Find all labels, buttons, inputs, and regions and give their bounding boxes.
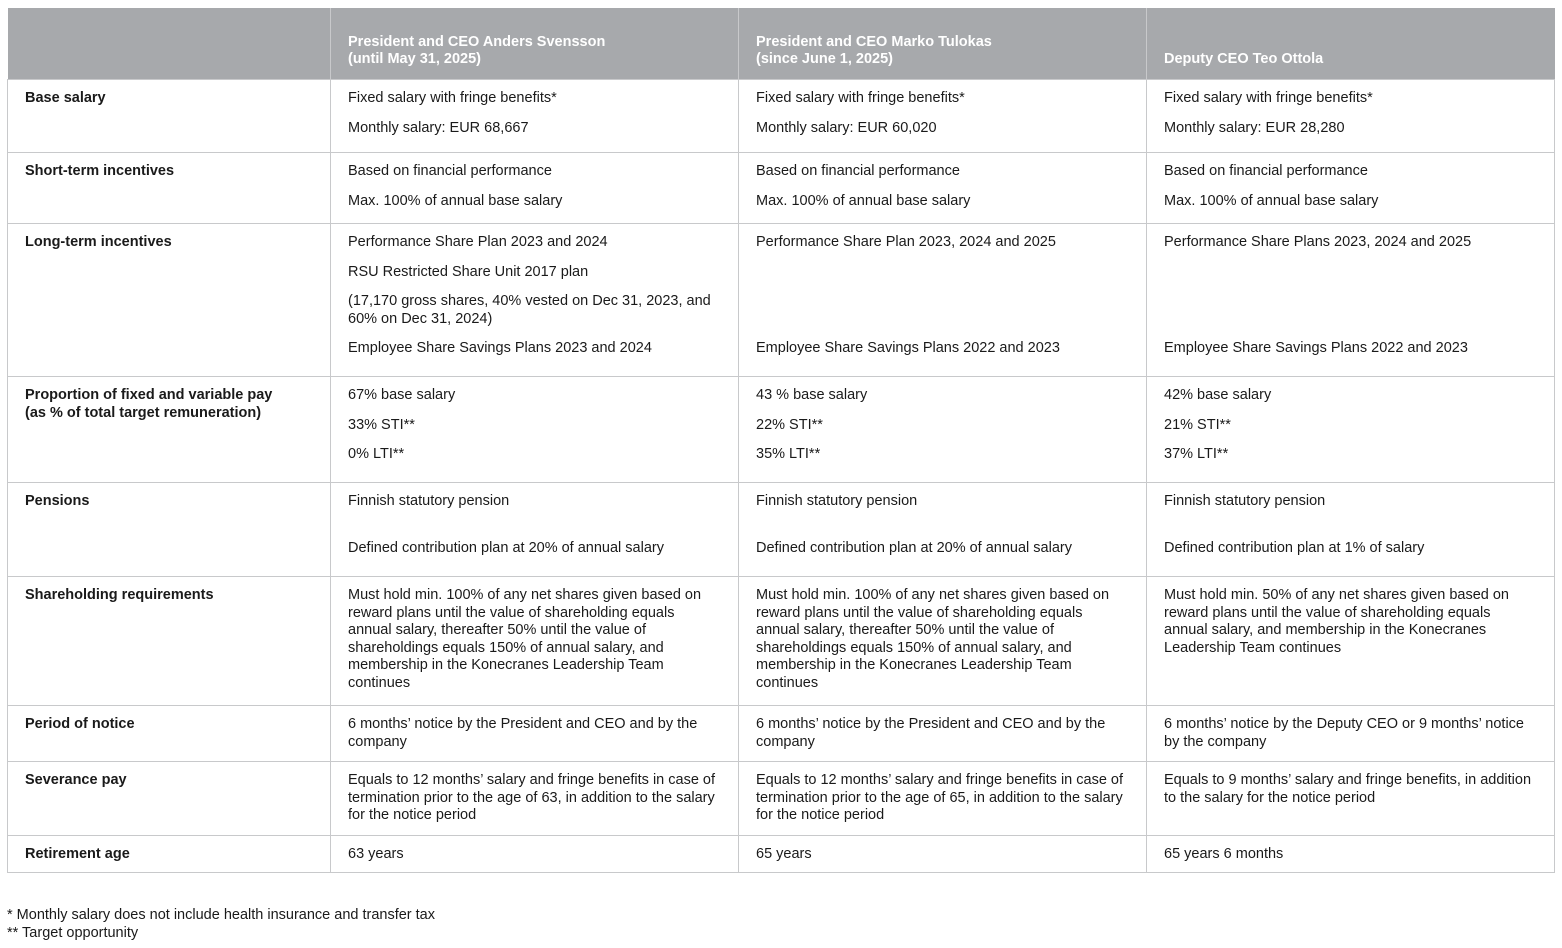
- cell-text: Finnish statutory pension: [1164, 493, 1326, 509]
- cell-svensson: [331, 80, 739, 153]
- header-line: President and CEO Marko Tulokas: [756, 34, 992, 50]
- cell-text: RSU Restricted Share Unit 2017 plan: [348, 263, 589, 280]
- row-label-text: Retirement age: [25, 846, 130, 862]
- cell-svensson: [331, 836, 739, 873]
- cell-text: Defined contribution plan at 20% of annual salary: [756, 539, 1072, 556]
- cell-text: Performance Share Plan 2023, 2024 and 2025: [756, 234, 1056, 250]
- cell-svensson: [331, 224, 739, 377]
- cell-text: Employee Share Savings Plans 2022 and 2023: [1164, 339, 1468, 356]
- cell-tulokas: [739, 836, 1147, 873]
- cell-svensson: [331, 153, 739, 224]
- footnotes: [7, 907, 435, 942]
- cell-tulokas: [739, 483, 1147, 577]
- cell-tulokas: [739, 762, 1147, 836]
- cell-text: 6 months’ notice by the President and CEO and by the company: [348, 716, 698, 750]
- table-row-long-term-incentives: [8, 224, 1555, 377]
- cell-text: Equals to 12 months’ salary and fringe benefits in case of termination prior to the age of 65, in addition to the salary for the notice period: [756, 772, 1124, 823]
- row-label: [8, 377, 331, 483]
- row-label: [8, 577, 331, 706]
- cell-text: Defined contribution plan at 1% of salary: [1164, 539, 1425, 556]
- cell-tulokas: [739, 80, 1147, 153]
- row-label-text: Period of notice: [25, 716, 135, 732]
- table-row-base-salary: [8, 80, 1555, 153]
- cell-text: Defined contribution plan at 20% of annual salary: [348, 539, 664, 556]
- table-row-retirement-age: [8, 836, 1555, 873]
- table-row-period-of-notice: [8, 706, 1555, 762]
- row-label: [8, 706, 331, 762]
- cell-ottola: [1147, 483, 1555, 577]
- cell-ottola: [1147, 577, 1555, 706]
- cell-text: Equals to 12 months’ salary and fringe benefits in case of termination prior to the age of 63, in addition to the salary for the notice period: [348, 772, 716, 823]
- footnote-monthly-salary: * Monthly salary does not include health insurance and transfer tax: [7, 907, 435, 923]
- table-row-shareholding-requirements: [8, 577, 1555, 706]
- cell-text: Fixed salary with fringe benefits*: [1164, 90, 1373, 106]
- cell-text: Monthly salary: EUR 68,667: [348, 119, 529, 136]
- header-col-tulokas: [739, 8, 1147, 80]
- cell-text: Based on financial performance: [756, 163, 960, 179]
- cell-text: 63 years: [348, 846, 404, 862]
- header-col-svensson: [331, 8, 739, 80]
- table-row-pensions: [8, 483, 1555, 577]
- cell-text: Based on financial performance: [1164, 163, 1368, 179]
- cell-text: Must hold min. 100% of any net shares given based on reward plans until the value of shareholding equals annual salary, thereafter 50% until the value of shareholdings equals 150% of annual salary, and membership in the Konecranes Leadership Team continues: [348, 587, 702, 691]
- cell-text: Fixed salary with fringe benefits*: [348, 90, 557, 106]
- table-row-severance-pay: [8, 762, 1555, 836]
- row-label-text: Short-term incentives: [25, 163, 175, 179]
- cell-tulokas: [739, 153, 1147, 224]
- cell-svensson: [331, 762, 739, 836]
- cell-svensson: [331, 706, 739, 762]
- cell-ottola: [1147, 377, 1555, 483]
- header-blank: [8, 8, 331, 80]
- cell-text: Max. 100% of annual base salary: [348, 192, 563, 209]
- cell-tulokas: [739, 377, 1147, 483]
- cell-ottola: [1147, 153, 1555, 224]
- row-label: [8, 153, 331, 224]
- remuneration-table: [7, 8, 1555, 873]
- row-label-text: Severance pay: [25, 772, 127, 788]
- cell-svensson: [331, 577, 739, 706]
- cell-text: Finnish statutory pension: [348, 493, 510, 509]
- cell-svensson: [331, 377, 739, 483]
- cell-ottola: [1147, 224, 1555, 377]
- cell-text: 6 months’ notice by the President and CEO and by the company: [756, 716, 1106, 750]
- row-label: [8, 483, 331, 577]
- row-label: [8, 224, 331, 377]
- row-label: [8, 80, 331, 153]
- cell-text: (17,170 gross shares, 40% vested on Dec 31, 2023, and 60% on Dec 31, 2024): [348, 293, 711, 327]
- row-label-text: Pensions: [25, 493, 90, 509]
- cell-text: Must hold min. 100% of any net shares given based on reward plans until the value of shareholding equals annual salary, thereafter 50% until the value of shareholdings equals 150% of annual salary, and membership in the Konecranes Leadership Team continues: [756, 587, 1110, 691]
- cell-text: 67% base salary: [348, 387, 456, 403]
- footnote-target-opportunity: ** Target opportunity: [7, 924, 139, 941]
- row-label-text: Shareholding requirements: [25, 587, 214, 603]
- cell-text: 21% STI**: [1164, 416, 1231, 433]
- header-line: (since June 1, 2025): [756, 51, 894, 67]
- row-label-text: (as % of total target remuneration): [25, 404, 262, 421]
- cell-text: 6 months’ notice by the Deputy CEO or 9 months’ notice by the company: [1164, 716, 1524, 750]
- cell-text: Based on financial performance: [348, 163, 552, 179]
- cell-ottola: [1147, 706, 1555, 762]
- cell-text: Must hold min. 50% of any net shares given based on reward plans until the value of shareholding equals annual salary, and membership in the Konecranes Leadership Team continues: [1164, 587, 1509, 656]
- table-row-pay-proportion: [8, 377, 1555, 483]
- cell-text: 0% LTI**: [348, 446, 405, 462]
- cell-text: 35% LTI**: [756, 446, 821, 462]
- cell-text: 65 years 6 months: [1164, 846, 1284, 862]
- cell-text: Fixed salary with fringe benefits*: [756, 90, 965, 106]
- cell-text: 22% STI**: [756, 416, 823, 433]
- row-label-text: Base salary: [25, 90, 106, 106]
- cell-text: Finnish statutory pension: [756, 493, 918, 509]
- cell-tulokas: [739, 224, 1147, 377]
- cell-tulokas: [739, 577, 1147, 706]
- header-line: Deputy CEO Teo Ottola: [1164, 51, 1324, 67]
- cell-text: Performance Share Plan 2023 and 2024: [348, 234, 608, 250]
- row-label: [8, 836, 331, 873]
- cell-text: Performance Share Plans 2023, 2024 and 2025: [1164, 234, 1472, 250]
- header-col-ottola: [1147, 8, 1555, 80]
- row-label-text: Proportion of fixed and variable pay: [25, 387, 273, 403]
- cell-text: 43 % base salary: [756, 387, 868, 403]
- cell-text: 42% base salary: [1164, 387, 1272, 403]
- cell-text: Max. 100% of annual base salary: [756, 192, 971, 209]
- cell-text: 65 years: [756, 846, 812, 862]
- cell-text: Employee Share Savings Plans 2022 and 2023: [756, 339, 1060, 356]
- cell-ottola: [1147, 836, 1555, 873]
- cell-text: 37% LTI**: [1164, 446, 1229, 462]
- cell-svensson: [331, 483, 739, 577]
- cell-text: Equals to 9 months’ salary and fringe benefits, in addition to the salary for the notice period: [1164, 772, 1532, 806]
- cell-text: 33% STI**: [348, 416, 415, 433]
- cell-ottola: [1147, 762, 1555, 836]
- table-header-row: [8, 8, 1555, 80]
- header-line: (until May 31, 2025): [348, 51, 481, 67]
- table-row-short-term-incentives: [8, 153, 1555, 224]
- cell-text: Max. 100% of annual base salary: [1164, 192, 1379, 209]
- row-label: [8, 762, 331, 836]
- cell-text: Monthly salary: EUR 60,020: [756, 119, 937, 136]
- cell-ottola: [1147, 80, 1555, 153]
- header-line: President and CEO Anders Svensson: [348, 34, 606, 50]
- row-label-text: Long-term incentives: [25, 234, 172, 250]
- cell-tulokas: [739, 706, 1147, 762]
- cell-text: Employee Share Savings Plans 2023 and 2024: [348, 340, 652, 356]
- cell-text: Monthly salary: EUR 28,280: [1164, 119, 1345, 136]
